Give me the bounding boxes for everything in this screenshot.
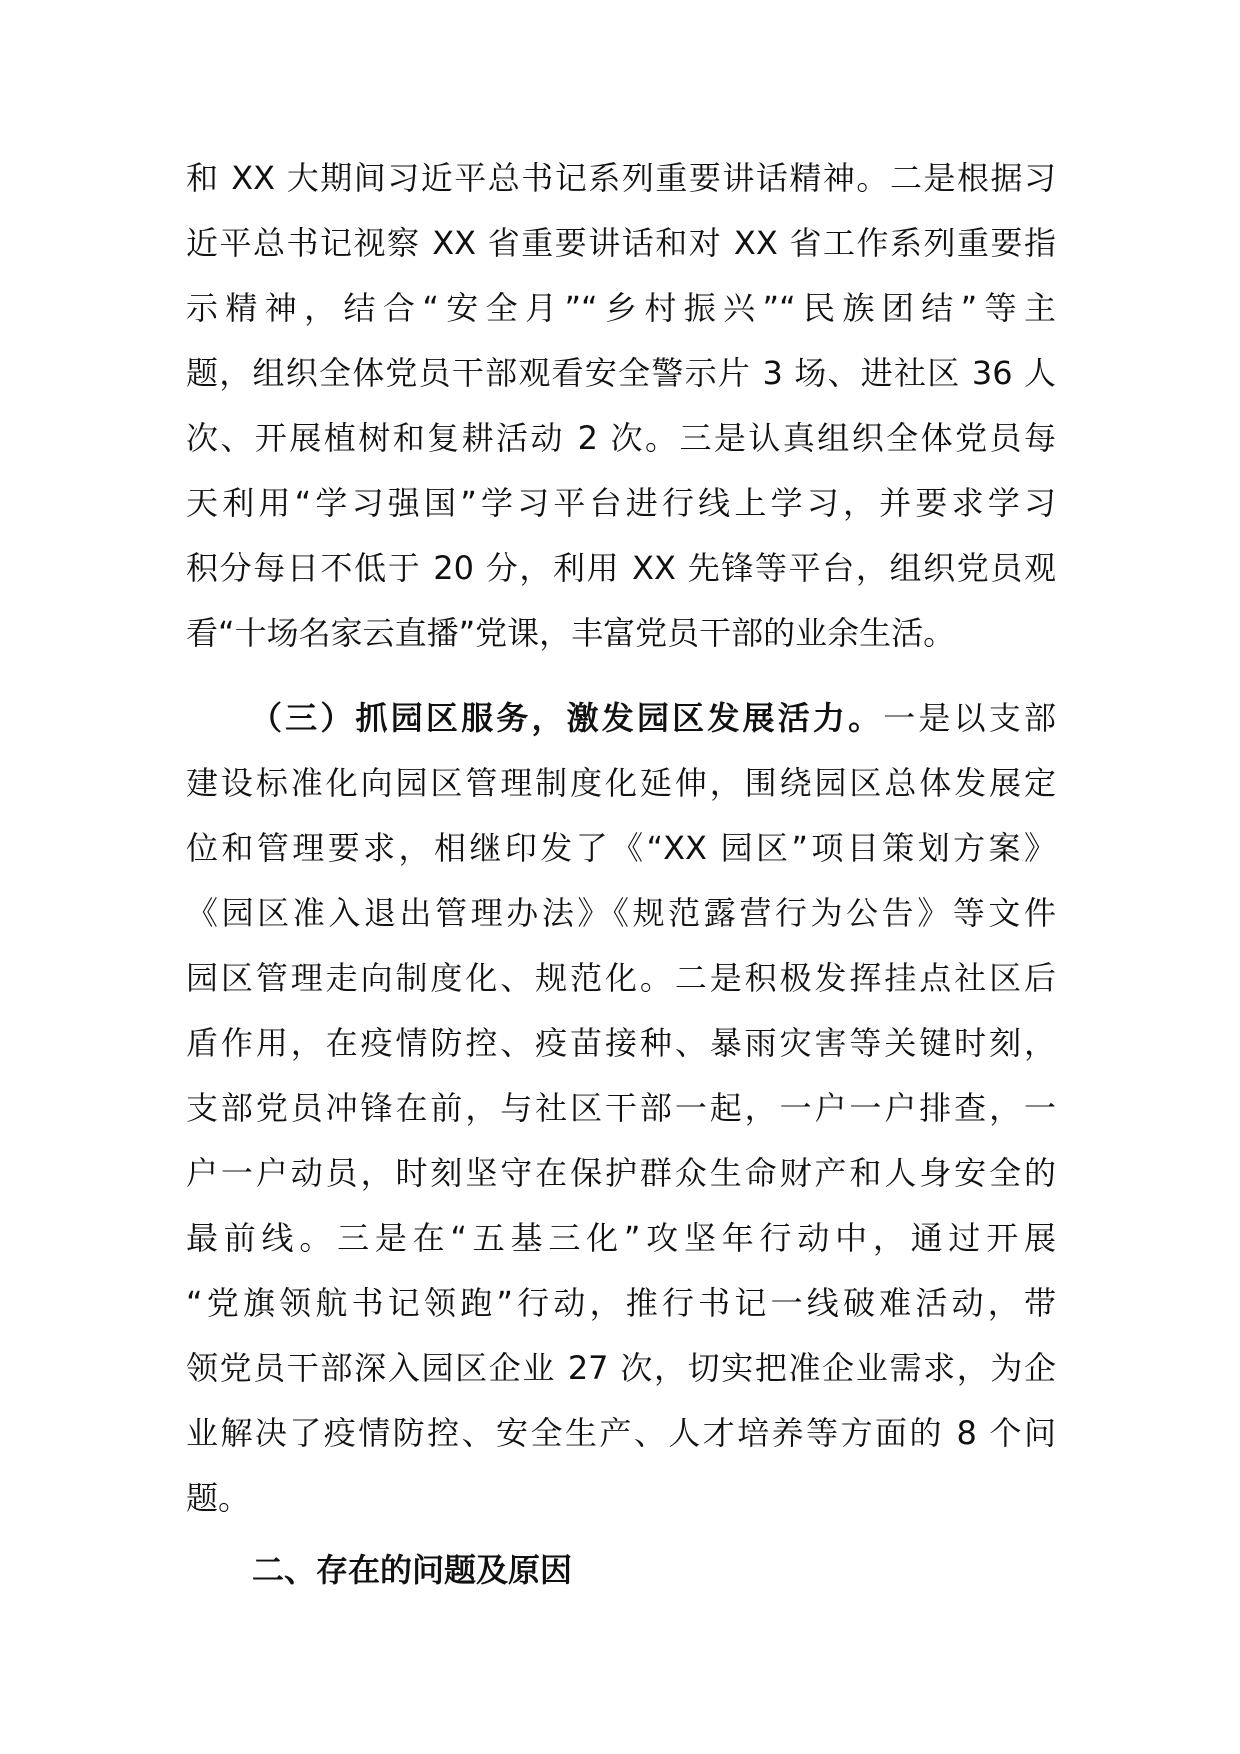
paragraph-first-line [186, 686, 1056, 751]
paragraph-study-activities [186, 146, 1056, 666]
text-line: 园区管理走向制度化、规范化。二是积极发挥挂点社区后 [186, 959, 1056, 997]
text-line: 建设标准化向园区管理制度化延伸，围绕园区总体发展定 [186, 764, 1056, 802]
text-line: 题，组织全体党员干部观看安全警示片 3 场、进社区 36 人 [186, 354, 1056, 392]
text-line: 近平总书记视察 XX 省重要讲话和对 XX 省工作系列重要指 [186, 224, 1056, 262]
text-line: 示精神，结合“安全月”“乡村振兴”“民族团结”等主 [186, 289, 1056, 327]
text-line: 次、开展植树和复耕活动 2 次。三是认真组织全体党员每 [186, 419, 1056, 457]
text-run: 一是以支部 [883, 699, 1056, 737]
text-line: 业解决了疫情防控、安全生产、人才培养等方面的 8 个问 [186, 1414, 1056, 1452]
text-line: 领党员干部深入园区企业 27 次，切实把准企业需求，为企 [186, 1349, 1056, 1387]
text-line: 支部党员冲锋在前，与社区干部一起，一户一户排查，一 [186, 1089, 1056, 1127]
text-line: 题。 [186, 1479, 251, 1517]
text-line: 位和管理要求，相继印发了《“XX 园区”项目策划方案》 [186, 829, 1056, 867]
section-heading: 二、存在的问题及原因 [252, 1551, 573, 1589]
text-line: “党旗领航书记领跑”行动，推行书记一线破难活动，带 [186, 1284, 1056, 1322]
text-line: 和 XX 大期间习近平总书记系列重要讲话精神。二是根据习 [186, 159, 1056, 197]
text-line: 《园区准入退出管理办法》《规范露营行为公告》等文件 [186, 894, 1056, 932]
text-line: 天利用“学习强国”学习平台进行线上学习，并要求学习 [186, 484, 1056, 522]
text-line: 户一户动员，时刻坚守在保护群众生命财产和人身安全的 [186, 1154, 1056, 1192]
text-line: 最前线。三是在“五基三化”攻坚年行动中，通过开展 [186, 1219, 1056, 1257]
text-line: 积分每日不低于 20 分，利用 XX 先锋等平台，组织党员观 [186, 549, 1056, 587]
subsection-heading: （三）抓园区服务，激发园区发展活力。 [250, 699, 884, 737]
text-line: 看“十场名家云直播”党课，丰富党员干部的业余生活。 [186, 614, 956, 652]
text-line: 盾作用，在疫情防控、疫苗接种、暴雨灾害等关键时刻， [186, 1024, 1056, 1062]
paragraph-park-services [186, 686, 1056, 1531]
